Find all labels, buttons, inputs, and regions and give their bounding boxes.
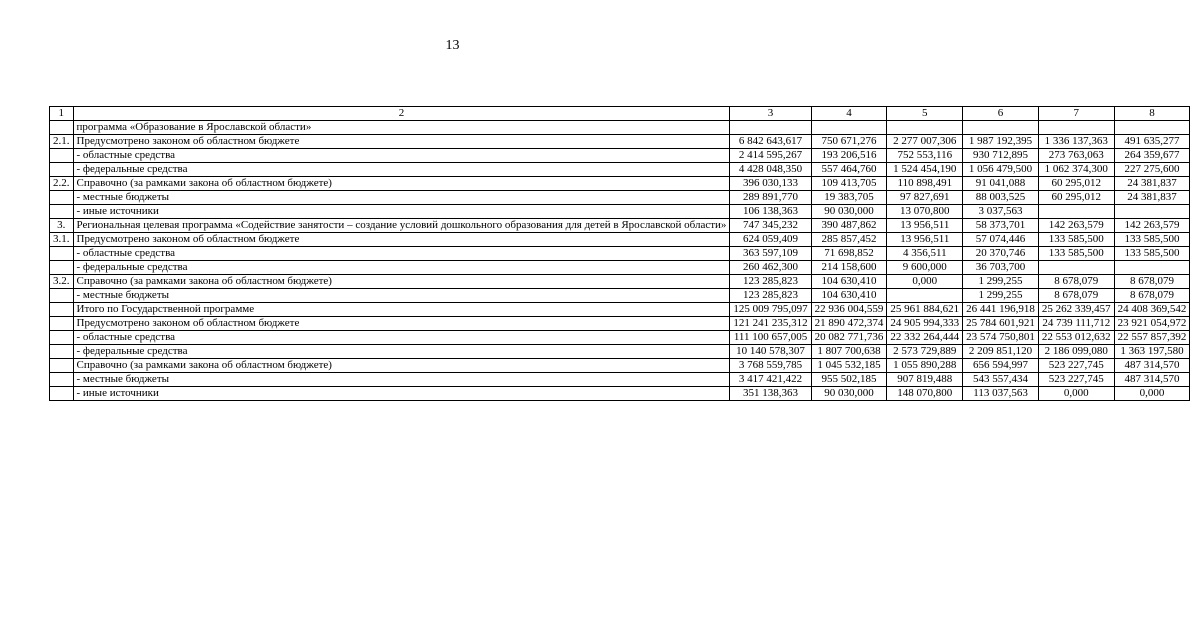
value-cell-col-7: 60 295,012 <box>1038 177 1114 191</box>
value-cell-col-7: 24 739 111,712 <box>1038 317 1114 331</box>
row-index <box>50 205 74 219</box>
table-row <box>50 205 1190 219</box>
row-index <box>50 359 74 373</box>
row-name: - местные бюджеты <box>73 191 730 205</box>
value-cell-col-4: 955 502,185 <box>811 373 887 387</box>
row-index <box>50 247 74 261</box>
column-header-5: 5 <box>887 107 963 121</box>
value-cell-col-6: 1 056 479,500 <box>963 163 1039 177</box>
row-name: - федеральные средства <box>73 345 730 359</box>
value-cell-col-8: 487 314,570 <box>1114 359 1190 373</box>
table-row <box>50 177 1190 191</box>
value-cell-col-5: 13 956,511 <box>887 233 963 247</box>
table-row <box>50 373 1190 387</box>
row-name: Справочно (за рамками закона об областном бюджете) <box>73 275 730 289</box>
column-header-8: 8 <box>1114 107 1190 121</box>
value-cell-col-8: 24 408 369,542 <box>1114 303 1190 317</box>
row-index <box>50 387 74 401</box>
row-name: Справочно (за рамками закона об областном бюджете) <box>73 177 730 191</box>
value-cell-col-7: 523 227,745 <box>1038 359 1114 373</box>
value-cell-col-8: 264 359,677 <box>1114 149 1190 163</box>
column-header-1: 1 <box>50 107 74 121</box>
value-cell-col-6: 91 041,088 <box>963 177 1039 191</box>
table-row <box>50 191 1190 205</box>
value-cell-col-5: 148 070,800 <box>887 387 963 401</box>
value-cell-col-8: 8 678,079 <box>1114 289 1190 303</box>
value-cell-col-7: 1 062 374,300 <box>1038 163 1114 177</box>
value-cell-col-6: 57 074,446 <box>963 233 1039 247</box>
value-cell-col-5: 9 600,000 <box>887 261 963 275</box>
column-header-2: 2 <box>73 107 730 121</box>
value-cell-col-6 <box>963 121 1039 135</box>
value-cell-col-8: 142 263,579 <box>1114 219 1190 233</box>
table-row <box>50 345 1190 359</box>
row-index <box>50 317 74 331</box>
row-index <box>50 289 74 303</box>
row-name: - областные средства <box>73 247 730 261</box>
table-row <box>50 163 1190 177</box>
value-cell-col-8: 22 557 857,392 <box>1114 331 1190 345</box>
row-index <box>50 261 74 275</box>
row-name: - иные источники <box>73 205 730 219</box>
value-cell-col-7: 0,000 <box>1038 387 1114 401</box>
value-cell-col-8 <box>1114 121 1190 135</box>
value-cell-col-7 <box>1038 261 1114 275</box>
value-cell-col-3: 351 138,363 <box>730 387 811 401</box>
value-cell-col-5: 752 553,116 <box>887 149 963 163</box>
row-name: - федеральные средства <box>73 163 730 177</box>
value-cell-col-8: 1 363 197,580 <box>1114 345 1190 359</box>
row-index <box>50 345 74 359</box>
row-name: Справочно (за рамками закона об областном бюджете) <box>73 359 730 373</box>
table-row <box>50 247 1190 261</box>
value-cell-col-3: 747 345,232 <box>730 219 811 233</box>
value-cell-col-3: 123 285,823 <box>730 275 811 289</box>
value-cell-col-7: 142 263,579 <box>1038 219 1114 233</box>
value-cell-col-4: 750 671,276 <box>811 135 887 149</box>
table-row <box>50 135 1190 149</box>
column-header-6: 6 <box>963 107 1039 121</box>
value-cell-col-4: 557 464,760 <box>811 163 887 177</box>
value-cell-col-4: 90 030,000 <box>811 387 887 401</box>
row-name: - иные источники <box>73 387 730 401</box>
value-cell-col-3: 10 140 578,307 <box>730 345 811 359</box>
value-cell-col-3: 624 059,409 <box>730 233 811 247</box>
value-cell-col-5: 22 332 264,444 <box>887 331 963 345</box>
table-row <box>50 275 1190 289</box>
value-cell-col-8: 133 585,500 <box>1114 233 1190 247</box>
table-row <box>50 149 1190 163</box>
value-cell-col-3: 396 030,133 <box>730 177 811 191</box>
row-index <box>50 121 74 135</box>
value-cell-col-4: 1 045 532,185 <box>811 359 887 373</box>
value-cell-col-8: 487 314,570 <box>1114 373 1190 387</box>
page-number: 13 <box>445 38 460 53</box>
value-cell-col-4: 104 630,410 <box>811 275 887 289</box>
value-cell-col-6: 1 987 192,395 <box>963 135 1039 149</box>
value-cell-col-3: 106 138,363 <box>730 205 811 219</box>
value-cell-col-6: 36 703,700 <box>963 261 1039 275</box>
value-cell-col-5: 110 898,491 <box>887 177 963 191</box>
row-index <box>50 191 74 205</box>
value-cell-col-3: 289 891,770 <box>730 191 811 205</box>
value-cell-col-4: 20 082 771,736 <box>811 331 887 345</box>
value-cell-col-4: 285 857,452 <box>811 233 887 247</box>
value-cell-col-7: 25 262 339,457 <box>1038 303 1114 317</box>
value-cell-col-8: 24 381,837 <box>1114 191 1190 205</box>
value-cell-col-7: 60 295,012 <box>1038 191 1114 205</box>
value-cell-col-6: 113 037,563 <box>963 387 1039 401</box>
value-cell-col-4 <box>811 121 887 135</box>
table-row <box>50 317 1190 331</box>
row-name: Региональная целевая программа «Содействие занятости – создание условий дошкольного образования для детей в Ярославской области» <box>73 219 730 233</box>
row-name: программа «Образование в Ярославской области» <box>73 121 730 135</box>
value-cell-col-7: 273 763,063 <box>1038 149 1114 163</box>
value-cell-col-7: 2 186 099,080 <box>1038 345 1114 359</box>
value-cell-col-3: 111 100 657,005 <box>730 331 811 345</box>
table-row <box>50 233 1190 247</box>
row-name: Предусмотрено законом об областном бюджете <box>73 233 730 247</box>
value-cell-col-6: 23 574 750,801 <box>963 331 1039 345</box>
table-row <box>50 289 1190 303</box>
value-cell-col-8 <box>1114 261 1190 275</box>
value-cell-col-6: 25 784 601,921 <box>963 317 1039 331</box>
value-cell-col-5: 13 070,800 <box>887 205 963 219</box>
value-cell-col-8: 0,000 <box>1114 387 1190 401</box>
value-cell-col-7: 133 585,500 <box>1038 233 1114 247</box>
row-name: - федеральные средства <box>73 261 730 275</box>
value-cell-col-7 <box>1038 121 1114 135</box>
value-cell-col-3: 123 285,823 <box>730 289 811 303</box>
value-cell-col-6: 88 003,525 <box>963 191 1039 205</box>
value-cell-col-5: 13 956,511 <box>887 219 963 233</box>
row-index: 3. <box>50 219 74 233</box>
row-index: 3.1. <box>50 233 74 247</box>
value-cell-col-5 <box>887 121 963 135</box>
value-cell-col-6: 26 441 196,918 <box>963 303 1039 317</box>
value-cell-col-3: 363 597,109 <box>730 247 811 261</box>
value-cell-col-6: 20 370,746 <box>963 247 1039 261</box>
value-cell-col-6: 930 712,895 <box>963 149 1039 163</box>
value-cell-col-4: 22 936 004,559 <box>811 303 887 317</box>
value-cell-col-8: 491 635,277 <box>1114 135 1190 149</box>
value-cell-col-5 <box>887 289 963 303</box>
value-cell-col-6: 543 557,434 <box>963 373 1039 387</box>
table-row <box>50 303 1190 317</box>
value-cell-col-3: 2 414 595,267 <box>730 149 811 163</box>
value-cell-col-8: 8 678,079 <box>1114 275 1190 289</box>
row-index <box>50 303 74 317</box>
value-cell-col-4: 90 030,000 <box>811 205 887 219</box>
row-name: Итого по Государственной программе <box>73 303 730 317</box>
value-cell-col-3: 3 417 421,422 <box>730 373 811 387</box>
value-cell-col-6: 1 299,255 <box>963 275 1039 289</box>
table-row <box>50 121 1190 135</box>
value-cell-col-7: 133 585,500 <box>1038 247 1114 261</box>
value-cell-col-5: 907 819,488 <box>887 373 963 387</box>
table-header-row <box>50 107 1190 121</box>
value-cell-col-3: 4 428 048,350 <box>730 163 811 177</box>
value-cell-col-5: 24 905 994,333 <box>887 317 963 331</box>
row-name: Предусмотрено законом об областном бюджете <box>73 317 730 331</box>
value-cell-col-6: 1 299,255 <box>963 289 1039 303</box>
value-cell-col-3: 6 842 643,617 <box>730 135 811 149</box>
row-name: - местные бюджеты <box>73 289 730 303</box>
row-name: - областные средства <box>73 331 730 345</box>
value-cell-col-4: 214 158,600 <box>811 261 887 275</box>
value-cell-col-5: 1 524 454,190 <box>887 163 963 177</box>
value-cell-col-5: 4 356,511 <box>887 247 963 261</box>
value-cell-col-8: 133 585,500 <box>1114 247 1190 261</box>
table-row <box>50 219 1190 233</box>
column-header-3: 3 <box>730 107 811 121</box>
value-cell-col-4: 104 630,410 <box>811 289 887 303</box>
value-cell-col-3: 121 241 235,312 <box>730 317 811 331</box>
value-cell-col-7: 1 336 137,363 <box>1038 135 1114 149</box>
value-cell-col-8: 24 381,837 <box>1114 177 1190 191</box>
value-cell-col-4: 1 807 700,638 <box>811 345 887 359</box>
value-cell-col-6: 656 594,997 <box>963 359 1039 373</box>
row-index <box>50 373 74 387</box>
column-header-4: 4 <box>811 107 887 121</box>
row-index <box>50 149 74 163</box>
value-cell-col-5: 2 277 007,306 <box>887 135 963 149</box>
value-cell-col-7: 8 678,079 <box>1038 289 1114 303</box>
value-cell-col-6: 2 209 851,120 <box>963 345 1039 359</box>
row-name: - местные бюджеты <box>73 373 730 387</box>
value-cell-col-3 <box>730 121 811 135</box>
table-row <box>50 331 1190 345</box>
row-index <box>50 163 74 177</box>
column-header-7: 7 <box>1038 107 1114 121</box>
value-cell-col-7 <box>1038 205 1114 219</box>
value-cell-col-8: 227 275,600 <box>1114 163 1190 177</box>
row-name: Предусмотрено законом об областном бюджете <box>73 135 730 149</box>
value-cell-col-7: 523 227,745 <box>1038 373 1114 387</box>
value-cell-col-5: 0,000 <box>887 275 963 289</box>
table-row <box>50 387 1190 401</box>
value-cell-col-5: 97 827,691 <box>887 191 963 205</box>
value-cell-col-5: 2 573 729,889 <box>887 345 963 359</box>
value-cell-col-4: 21 890 472,374 <box>811 317 887 331</box>
value-cell-col-6: 3 037,563 <box>963 205 1039 219</box>
value-cell-col-7: 8 678,079 <box>1038 275 1114 289</box>
value-cell-col-8: 23 921 054,972 <box>1114 317 1190 331</box>
value-cell-col-4: 390 487,862 <box>811 219 887 233</box>
value-cell-col-4: 71 698,852 <box>811 247 887 261</box>
value-cell-col-3: 260 462,300 <box>730 261 811 275</box>
value-cell-col-4: 109 413,705 <box>811 177 887 191</box>
row-index <box>50 331 74 345</box>
value-cell-col-8 <box>1114 205 1190 219</box>
row-name: - областные средства <box>73 149 730 163</box>
row-index: 3.2. <box>50 275 74 289</box>
value-cell-col-6: 58 373,701 <box>963 219 1039 233</box>
value-cell-col-3: 3 768 559,785 <box>730 359 811 373</box>
value-cell-col-4: 193 206,516 <box>811 149 887 163</box>
value-cell-col-5: 25 961 884,621 <box>887 303 963 317</box>
value-cell-col-3: 125 009 795,097 <box>730 303 811 317</box>
value-cell-col-4: 19 383,705 <box>811 191 887 205</box>
row-index: 2.1. <box>50 135 74 149</box>
value-cell-col-7: 22 553 012,632 <box>1038 331 1114 345</box>
table-row <box>50 261 1190 275</box>
table-row <box>50 359 1190 373</box>
value-cell-col-5: 1 055 890,288 <box>887 359 963 373</box>
row-index: 2.2. <box>50 177 74 191</box>
budget-table <box>49 106 1190 401</box>
